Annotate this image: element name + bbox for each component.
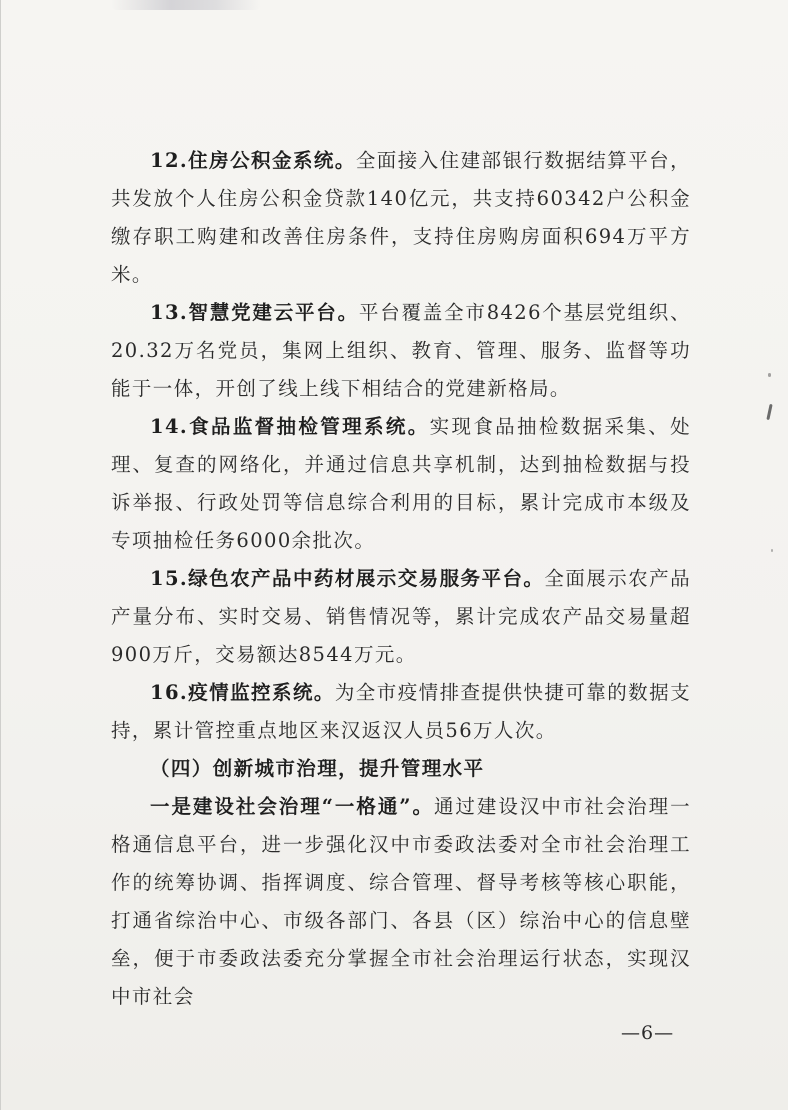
paragraph-heading: 12.住房公积金系统。 — [150, 149, 356, 172]
page-number: —6— — [621, 1022, 675, 1044]
scan-speck — [768, 373, 771, 377]
document-body — [111, 142, 691, 1016]
paragraph-heading: 16.疫情监控系统。 — [150, 681, 335, 704]
paragraph-heading: 14.食品监督抽检管理系统。 — [150, 415, 430, 438]
paragraph-heading: 一是建设社会治理“一格通”。 — [150, 795, 434, 818]
scan-speck — [771, 549, 773, 552]
paragraph-heading: 13.智慧党建云平台。 — [150, 301, 359, 324]
paragraph-social-governance — [111, 788, 691, 1016]
section-heading: （四）创新城市治理，提升管理水平 — [150, 757, 485, 780]
paragraph-text: 通过建设汉中市社会治理一格通信息平台，进一步强化汉中市委政法委对全市社会治理工作的统筹协调、指挥调度、综合管理、督导考核等核心职能，打通省综治中心、市级各部门、各县（区）综治中心的信息壁垒，便于市委政法委充分掌握全市社会治理运行状态，实现汉中市社会 — [111, 795, 691, 1008]
paragraph-text: 实现食品抽检数据采集、处理、复查的网络化，并通过信息共享机制，达到抽检数据与投诉举报、行政处罚等信息综合利用的目标，累计完成市本级及专项抽检任务6000余批次。 — [111, 415, 691, 552]
scan-speck — [766, 404, 772, 420]
paragraph-food-inspection — [111, 408, 691, 560]
paragraph-epidemic-monitoring — [111, 674, 691, 750]
paragraph-heading: 15.绿色农产品中药材展示交易服务平台。 — [150, 567, 545, 590]
paragraph-housing-fund — [111, 142, 691, 294]
scan-smudge — [111, 0, 261, 10]
paragraph-text: 平台覆盖全市8426个基层党组织、20.32万名党员，集网上组织、教育、管理、服务、监督等功能于一体，开创了线上线下相结合的党建新格局。 — [111, 301, 691, 400]
paragraph-party-building — [111, 294, 691, 408]
paragraph-text: 全面接入住建部银行数据结算平台，共发放个人住房公积金贷款140亿元，共支持60342户公积金缴存职工购建和改善住房条件，支持住房购房面积694万平方米。 — [111, 149, 692, 286]
paragraph-text: 为全市疫情排查提供快捷可靠的数据支持，累计管控重点地区来汉返汉人员56万人次。 — [111, 681, 691, 742]
paragraph-text: 全面展示农产品产量分布、实时交易、销售情况等，累计完成农产品交易量超900万斤，交易额达8544万元。 — [111, 567, 691, 666]
paragraph-agri-trading — [111, 560, 691, 674]
